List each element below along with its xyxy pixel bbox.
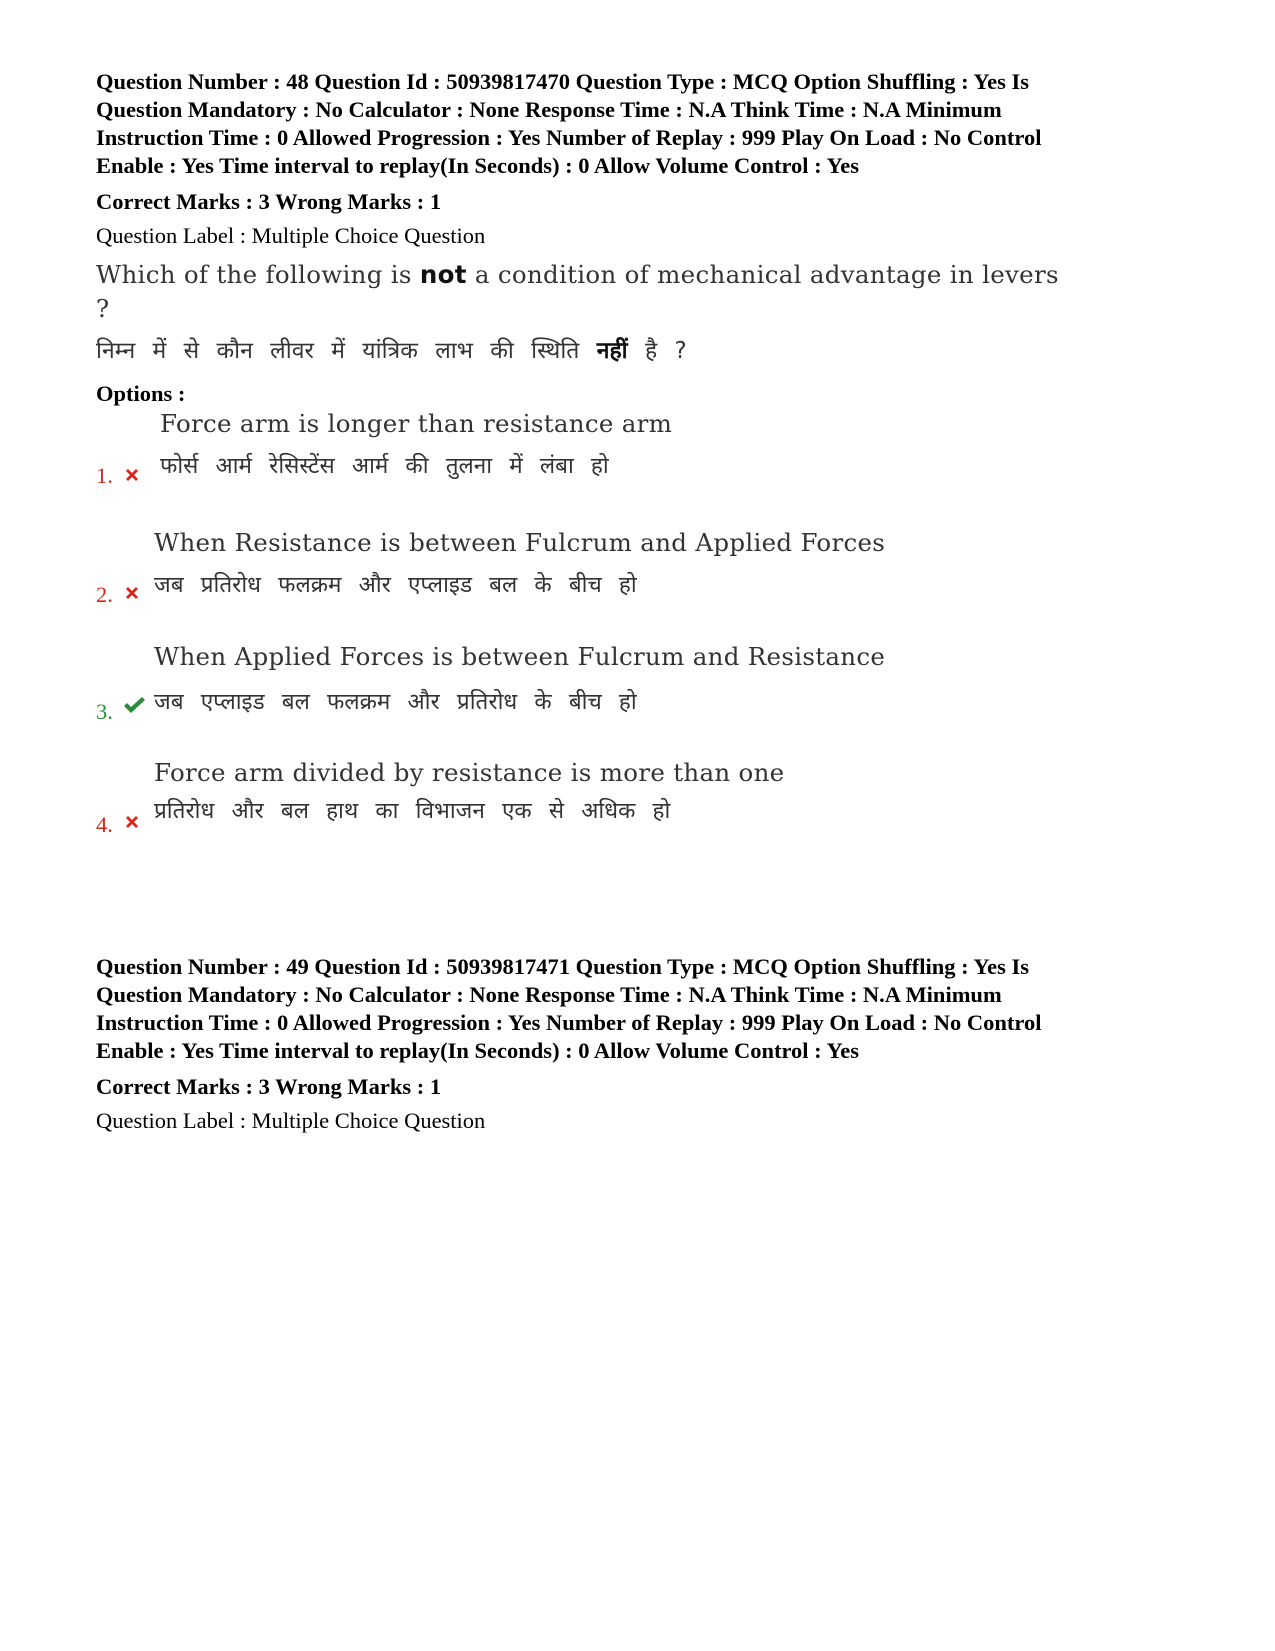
- meta-line: Question Number : 48 Question Id : 50939817470 Question Type : MCQ Option Shuffling : Yes Is: [96, 69, 1030, 94]
- marks-line: Correct Marks : 3 Wrong Marks : 1: [96, 189, 442, 214]
- meta-line: Enable : Yes Time interval to replay(In Seconds) : 0 Allow Volume Control : Yes: [96, 153, 859, 178]
- meta-line: Question Number : 49 Question Id : 50939817471 Question Type : MCQ Option Shuffling : Yes Is: [96, 954, 1030, 979]
- option-1: [96, 408, 1096, 528]
- option-text-english: Force arm is longer than resistance arm: [160, 409, 673, 438]
- option-number: 4.: [96, 812, 113, 837]
- option-text-english: When Resistance is between Fulcrum and Applied Forces: [154, 528, 886, 557]
- meta-line: Instruction Time : 0 Allowed Progression : Yes Number of Replay : 999 Play On Load : No Control: [96, 1010, 1042, 1035]
- option-text-hindi: जब एप्लाइड बल फलक्रम और प्रतिरोध के बीच हो: [154, 689, 637, 715]
- options-list: [96, 408, 1196, 878]
- cross-icon: [122, 583, 142, 603]
- cross-icon: [122, 465, 142, 485]
- checkmark-icon: [122, 695, 146, 715]
- option-3: [96, 641, 1096, 761]
- option-text-hindi: प्रतिरोध और बल हाथ का विभाजन एक से अधिक हो: [154, 798, 671, 824]
- question-text-part: है ?: [627, 338, 687, 364]
- option-4: [96, 757, 1096, 877]
- question-48: [96, 68, 1196, 878]
- question-49: [96, 953, 1041, 1135]
- option-2: [96, 527, 1096, 647]
- option-number: 3.: [96, 699, 113, 724]
- document-page: [96, 68, 1196, 1133]
- question-text-part: a condition of mechanical advantage in levers ?: [96, 260, 1059, 323]
- question-text-part: Which of the following is: [96, 260, 420, 289]
- question-meta: [96, 953, 1041, 1065]
- question-label: Question Label : Multiple Choice Question: [96, 1108, 486, 1133]
- option-text-hindi: फोर्स आर्म रेसिस्टेंस आर्म की तुलना में लंबा हो: [160, 453, 609, 479]
- question-text-hindi: [96, 334, 1196, 368]
- option-number: 1.: [96, 463, 113, 488]
- question-text-english: [96, 258, 1076, 326]
- question-meta: [96, 68, 1196, 180]
- question-label: Question Label : Multiple Choice Question: [96, 223, 486, 248]
- question-text-emphasis: not: [419, 260, 467, 289]
- option-text-hindi: जब प्रतिरोध फलक्रम और एप्लाइड बल के बीच हो: [154, 572, 637, 598]
- meta-line: Enable : Yes Time interval to replay(In Seconds) : 0 Allow Volume Control : Yes: [96, 1038, 859, 1063]
- question-text-emphasis: नहीं: [596, 338, 628, 364]
- options-label: Options :: [96, 381, 186, 406]
- question-text-part: निम्न में से कौन लीवर में यांत्रिक लाभ की स्थिति: [96, 338, 597, 364]
- meta-line: Instruction Time : 0 Allowed Progression : Yes Number of Replay : 999 Play On Load : No Control: [96, 125, 1042, 150]
- option-number: 2.: [96, 582, 113, 607]
- cross-icon: [122, 812, 142, 832]
- option-text-english: When Applied Forces is between Fulcrum and Resistance: [154, 642, 886, 671]
- meta-line: Question Mandatory : No Calculator : None Response Time : N.A Think Time : N.A Minimum: [96, 97, 1002, 122]
- marks-line: Correct Marks : 3 Wrong Marks : 1: [96, 1074, 442, 1099]
- meta-line: Question Mandatory : No Calculator : None Response Time : N.A Think Time : N.A Minimum: [96, 982, 1002, 1007]
- option-text-english: Force arm divided by resistance is more than one: [154, 758, 785, 787]
